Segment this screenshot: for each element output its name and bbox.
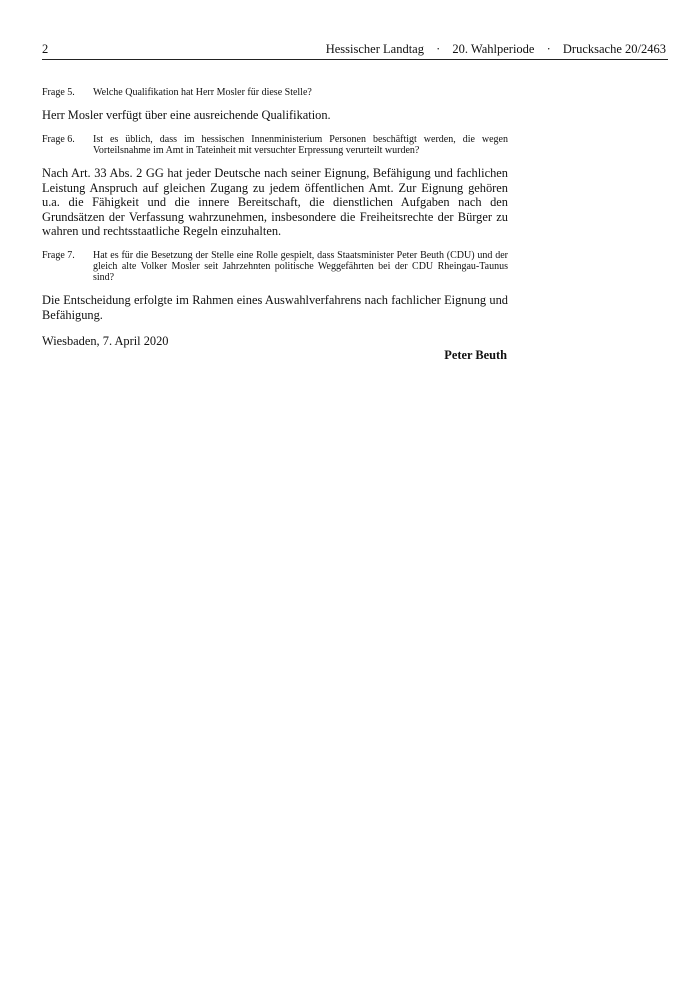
- page-header: [42, 42, 668, 60]
- question-text: Welche Qualifikation hat Herr Mosler für diese Stelle?: [93, 87, 312, 98]
- question-6: [42, 134, 508, 156]
- place-and-date: Wiesbaden, 7. April 2020: [42, 334, 169, 348]
- legislative-period: 20. Wahlperiode: [452, 42, 535, 56]
- question-5: [42, 87, 508, 98]
- question-text: Ist es üblich, dass im hessischen Innenministerium Personen beschäftigt werden, die wegen Vorteilsnahme im Amt in Tateinheit mit versuchter Erpressung verurteilt wurden?: [93, 134, 508, 157]
- signatory-name: Peter Beuth: [444, 348, 507, 362]
- answer-7: Die Entscheidung erfolgte im Rahmen eines Auswahlverfahrens nach fachlicher Eignung und Befähigung.: [42, 293, 508, 322]
- question-7: [42, 250, 508, 283]
- header-right: [326, 42, 666, 57]
- document-number: Drucksache 20/2463: [562, 42, 666, 56]
- question-label: Frage 7.: [42, 250, 75, 262]
- question-label: Frage 6.: [42, 134, 75, 146]
- answer-6: Nach Art. 33 Abs. 2 GG hat jeder Deutsche nach seiner Eignung, Befähigung und fachlichen Leistung Anspruch auf gleichen Zugang zu jedem öffentlichen Amt. Zur Eignung gehören u.a. die Fähigkeit und die innere Bereitschaft, die dienstlichen Aufgaben nach den Grundsätzen der Verfassung wahrzunehmen, insbesondere die Freiheitsrechte der Bürger zu wahren und rechtsstaatliche Regeln einzuhalten.: [42, 166, 508, 239]
- header-separator-1: ·: [436, 42, 441, 56]
- page-number: 2: [42, 42, 49, 56]
- question-label: Frage 5.: [42, 87, 75, 98]
- header-separator-2: ·: [546, 42, 551, 56]
- answer-5: Herr Mosler verfügt über eine ausreichende Qualifikation.: [42, 108, 331, 122]
- publisher-name: Hessischer Landtag: [325, 42, 424, 56]
- question-text: Hat es für die Besetzung der Stelle eine Rolle gespielt, dass Staatsminister Peter Beuth (CDU) und der gleich alte Volker Mosler seit Jahrzehnten politische Weggefährten bei der CDU Rheingau-Taunus sind?: [93, 250, 508, 284]
- document-body: [42, 87, 508, 334]
